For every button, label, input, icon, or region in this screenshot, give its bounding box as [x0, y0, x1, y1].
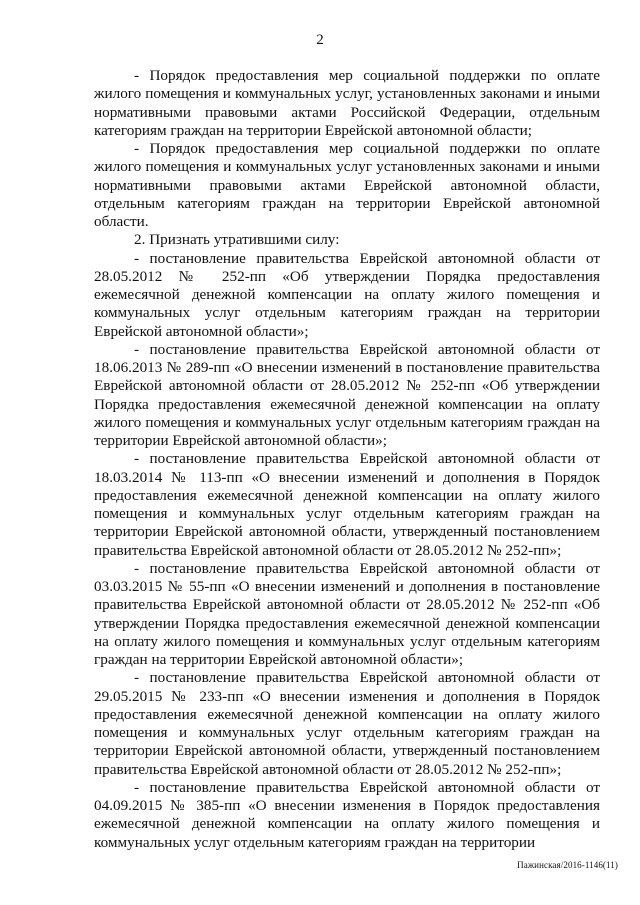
paragraph-procedure-regional: - Порядок предоставления мер социальной поддержки по оплате жилого помещения и коммунальных услуг установленных законами и иными нормативными правовыми актами Еврейской автономной области, отдельным категориям граждан на территории Еврейской автономной области.: [94, 140, 600, 230]
document-footer-code: Пажинская/2016-1146(11): [517, 860, 618, 870]
paragraph-repeal-item: - постановление правительства Еврейской автономной области от 04.09.2015 № 385-пп «О внесении изменения в Порядок предоставления ежемесячной денежной компенсации на оплату жилого помещения и коммунальных услуг отдельным категориям граждан на территории: [94, 778, 600, 851]
paragraph-procedure-federal: - Порядок предоставления мер социальной поддержки по оплате жилого помещения и коммунальных услуг, установленных законами и иными нормативными правовыми актами Российской Федерации, отдельным категориям граждан на территории Еврейской автономной области;: [94, 67, 600, 139]
page-number: 2: [316, 32, 324, 48]
paragraph-repeal-item: - постановление правительства Еврейской автономной области от 18.03.2014 № 113-пп «О внесении изменений и дополнения в Порядок предоставления ежемесячной денежной компенсации на оплату жилого помещения и коммунальных услуг отдельным категориям граждан на территории Еврейской автономной области, утвержденный постановлением правительства Еврейской автономной области от 28.05.2012 № 252-пп»;: [94, 450, 600, 559]
paragraph-repeal-item: - постановление правительства Еврейской автономной области от 18.06.2013 № 289-пп «О внесении изменений в постановление правительства Еврейской автономной области от 28.05.2012 № 252-пп «Об утверждении Порядка предоставления ежемесячной денежной компенсации на оплату жилого помещения и коммунальных услуг отдельным категориям граждан на территории Еврейской автономной области»;: [94, 340, 600, 449]
paragraph-repeal-heading: 2. Признать утратившими силу:: [134, 231, 340, 249]
paragraph-repeal-item: - постановление правительства Еврейской автономной области от 28.05.2012 № 252-пп «Об утверждении Порядка предоставления ежемесячной денежной компенсации на оплату жилого помещения и коммунальных услуг отдельным категориям граждан на территории Еврейской автономной области»;: [94, 249, 600, 340]
document-body: [94, 67, 600, 852]
paragraph-repeal-item: - постановление правительства Еврейской автономной области от 03.03.2015 № 55-пп «О внесении изменений и дополнения в постановление правительства Еврейской автономной области от 28.05.2012 № 252-пп «Об утверждении Порядка предоставления ежемесячной денежной компенсации на оплату жилого помещения и коммунальных услуг отдельным категориям граждан на территории Еврейской автономной области»;: [94, 559, 600, 668]
paragraph-repeal-item: - постановление правительства Еврейской автономной области от 29.05.2015 № 233-пп «О внесении изменения и дополнения в Порядок предоставления ежемесячной денежной компенсации на оплату жилого помещения и коммунальных услуг отдельным категориям граждан на территории Еврейской автономной области, утвержденный постановлением правительства Еврейской автономной области от 28.05.2012 № 252-пп»;: [94, 669, 600, 778]
